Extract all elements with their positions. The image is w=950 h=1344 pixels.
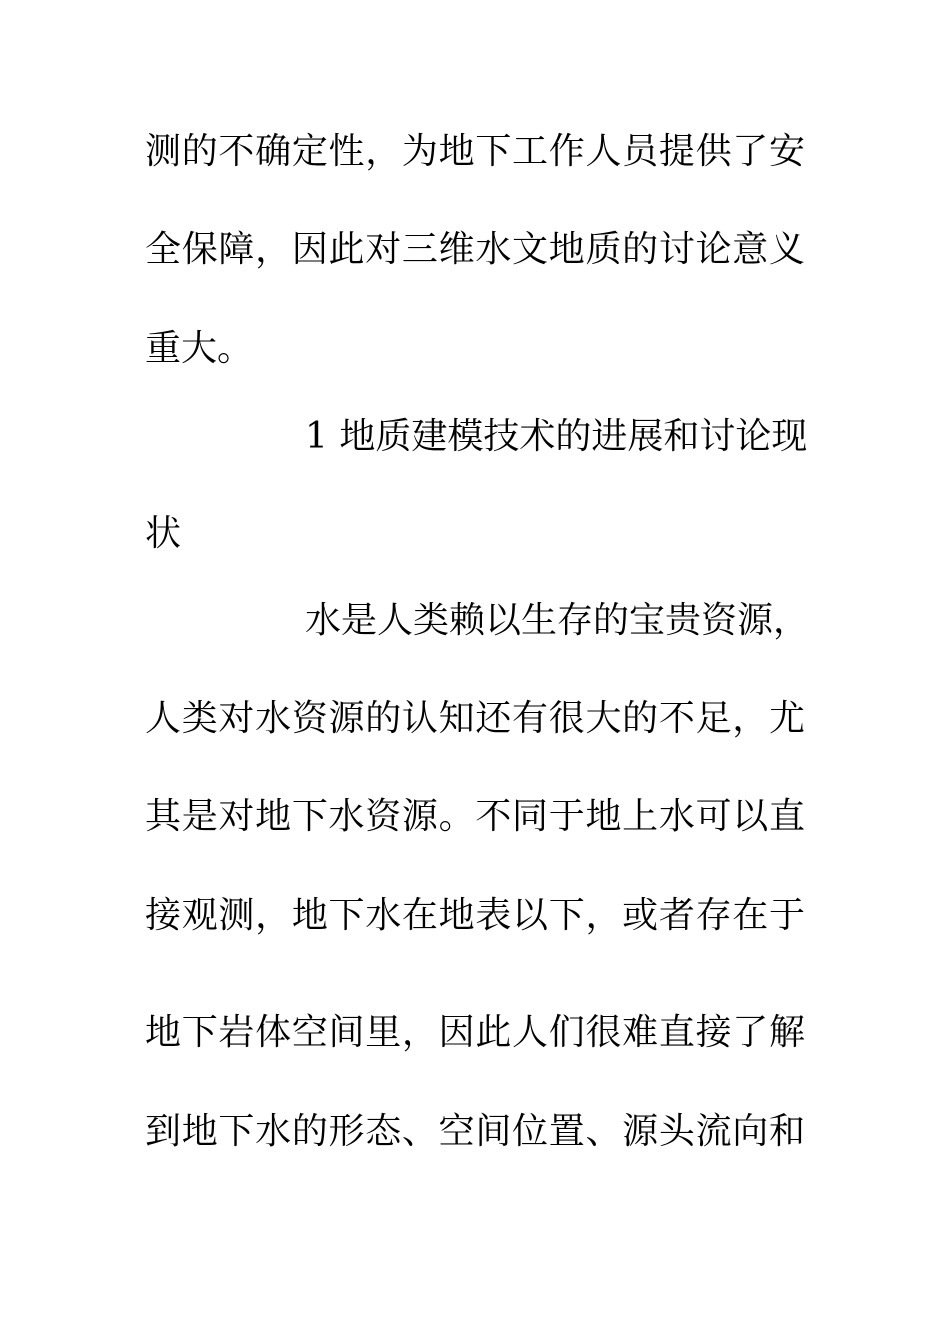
paragraph-line: 重大。 (145, 328, 254, 369)
section-heading-line: 1 地质建模技术的进展和讨论现 (305, 416, 808, 457)
paragraph-line: 到地下水的形态、空间位置、源头流向和 (145, 1111, 805, 1152)
paragraph-line: 测的不确定性，为地下工作人员提供了安 (145, 131, 805, 172)
paragraph-line: 全保障，因此对三维水文地质的讨论意义 (145, 229, 805, 270)
paragraph-line: 人类对水资源的认知还有很大的不足，尤 (145, 698, 805, 739)
section-heading-line: 状 (145, 513, 182, 554)
paragraph-line: 其是对地下水资源。不同于地上水可以直 (145, 796, 805, 837)
paragraph-line: 水是人类赖以生存的宝贵资源， (305, 600, 810, 641)
paragraph-line: 地下岩体空间里，因此人们很难直接了解 (145, 1012, 805, 1053)
paragraph-line: 接观测，地下水在地表以下，或者存在于 (145, 895, 805, 936)
